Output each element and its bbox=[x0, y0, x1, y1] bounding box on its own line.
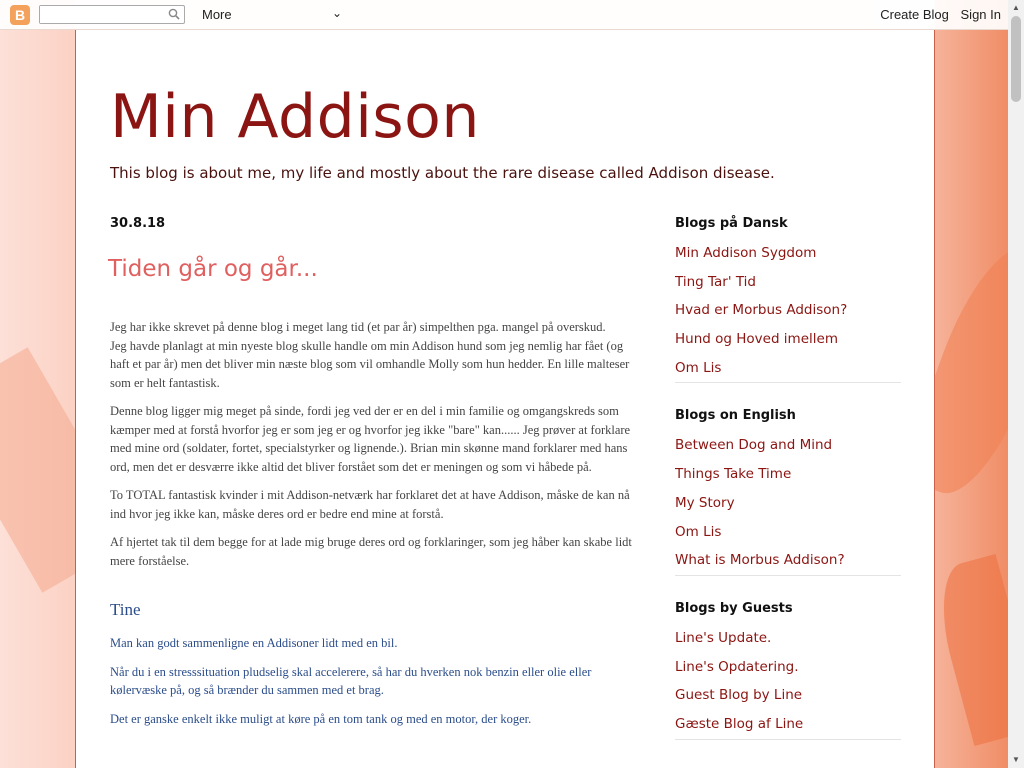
sidebar-link[interactable]: Min Addison Sygdom bbox=[675, 245, 817, 261]
more-dropdown[interactable] bbox=[202, 7, 342, 22]
sidebar-link[interactable]: Line's Update. bbox=[675, 629, 772, 646]
search-icon[interactable] bbox=[168, 8, 180, 20]
blog-page bbox=[75, 30, 935, 768]
blogger-logo-icon[interactable]: B bbox=[10, 5, 30, 25]
create-blog-link[interactable]: Create Blog bbox=[880, 7, 949, 22]
chevron-down-icon: ⌄ bbox=[331, 6, 342, 20]
widget-blogs-english bbox=[675, 408, 901, 575]
post-paragraph: Jeg har ikke skrevet på denne blog i meget lang tid (et par år) simpelthen pga. mangel på overskud. bbox=[110, 320, 606, 334]
scroll-up-arrow-icon[interactable]: ▲ bbox=[1012, 3, 1020, 12]
widget-title: Blogs by Guests bbox=[675, 600, 793, 616]
widget-blogs-guests bbox=[675, 601, 901, 740]
guest-paragraph: Det er ganske enkelt ikke muligt at køre på en tom tank og med en motor, der koger. bbox=[110, 711, 532, 726]
blog-title[interactable]: Min Addison bbox=[110, 82, 480, 152]
blogger-navbar bbox=[0, 0, 1008, 30]
sidebar-link[interactable]: Guest Blog by Line bbox=[675, 687, 803, 704]
post-date: 30.8.18 bbox=[110, 216, 166, 231]
post-paragraph: Denne blog ligger mig meget på sinde, fordi jeg ved der er en del i min familie og omgangskreds som kæmper med at forstå hvorfor jeg er som jeg er og hvorfor jeg ikke "bare" kan...... Jeg prøver at forklare med mine ord (soldater, fortet, specialstyrker og lignende.). Brian min skønne mand forklarer med hans ord, men det er desværre ikke altid det bliver forstået som det er meningen og som vi håbede på. bbox=[110, 404, 631, 474]
sidebar-link[interactable]: Things Take Time bbox=[675, 466, 792, 483]
widget-title: Blogs on English bbox=[675, 408, 796, 424]
sidebar-link[interactable]: My Story bbox=[675, 494, 735, 511]
guest-section-title: Tine bbox=[110, 600, 141, 619]
scroll-down-arrow-icon[interactable]: ▼ bbox=[1012, 755, 1020, 764]
sidebar-link[interactable]: Hvad er Morbus Addison? bbox=[675, 302, 848, 319]
post-paragraph: Jeg havde planlagt at min nyeste blog skulle handle om min Addison hund som jeg nemlig har fået (og haft et par år) men det bliver min næste blog som vil omhandle Molly som hun hedder. En lille malteser som er helt fantastisk. bbox=[110, 338, 630, 390]
post-title[interactable]: Tiden går og går... bbox=[108, 256, 318, 282]
sign-in-link[interactable]: Sign In bbox=[960, 7, 1001, 22]
sidebar-link[interactable]: Hund og Hoved imellem bbox=[675, 331, 838, 348]
sidebar-link[interactable]: Om Lis bbox=[675, 359, 722, 376]
blog-description: This blog is about me, my life and mostly about the rare disease called Addison disease. bbox=[110, 164, 775, 182]
more-label: More bbox=[202, 7, 232, 22]
sidebar-link[interactable]: Gæste Blog af Line bbox=[675, 715, 804, 732]
sidebar-link[interactable]: Line's Opdatering. bbox=[675, 658, 799, 675]
widget-title: Blogs på Dansk bbox=[675, 216, 788, 231]
search-input[interactable] bbox=[40, 6, 160, 23]
sidebar-link[interactable]: What is Morbus Addison? bbox=[675, 552, 845, 569]
post-body bbox=[110, 318, 640, 570]
scroll-thumb[interactable] bbox=[1011, 16, 1021, 102]
navbar-actions bbox=[872, 7, 1001, 22]
navbar-search bbox=[39, 5, 185, 24]
sidebar-link[interactable]: Between Dog and Mind bbox=[675, 437, 833, 454]
page-scrollbar[interactable] bbox=[1008, 0, 1024, 768]
post-paragraph: Af hjertet tak til dem begge for at lade mig bruge deres ord og forklaringer, som jeg håber kan skabe lidt mere forståelse. bbox=[110, 535, 632, 568]
sidebar-link[interactable]: Om Lis bbox=[675, 523, 722, 540]
sidebar bbox=[675, 216, 901, 765]
post-paragraph: To TOTAL fantastisk kvinder i mit Addison-netværk har forklaret det at have Addison, måske de kan nå ind hvor jeg ikke kan, måske deres ord er bedre end mine at forstå. bbox=[110, 488, 630, 521]
guest-paragraph: Når du i en stresssituation pludselig skal accelerere, så har du hverken nok benzin eller olie eller kølervæske på, og så brænder du sammen med et brag. bbox=[110, 664, 592, 697]
main-column bbox=[110, 216, 640, 738]
guest-paragraph: Man kan godt sammenligne en Addisoner lidt med en bil. bbox=[110, 636, 398, 650]
widget-blogs-dansk bbox=[675, 216, 901, 383]
guest-section-body bbox=[110, 634, 640, 728]
sidebar-link[interactable]: Ting Tar' Tid bbox=[675, 273, 756, 290]
